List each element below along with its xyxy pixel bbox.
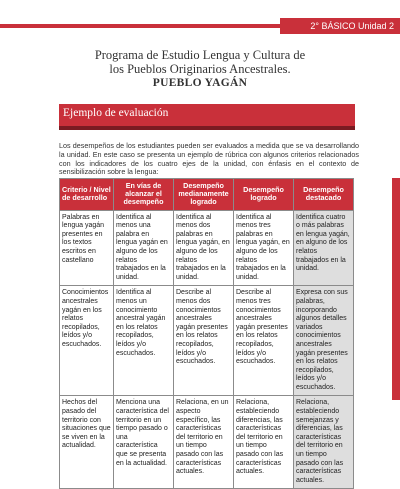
header-level-2: Desempeño medianamente logrado bbox=[174, 179, 234, 211]
level-cell: Identifica cuatro o más palabras en lengua yagán, en alguno de los relatos trabajados en la unidad. bbox=[294, 210, 354, 286]
document-title bbox=[60, 48, 340, 90]
rubric-table bbox=[59, 178, 354, 489]
header-level-4: Desempeño destacado bbox=[294, 179, 354, 211]
level-cell: Relaciona, en un aspecto específico, las características del territorio en un tiempo pasado con las características actuales. bbox=[174, 396, 234, 489]
level-cell: Identifica al menos un conocimiento ancestral yagán en los relatos recopilados, leídos y/o escuchados. bbox=[114, 286, 174, 396]
header-level-1: En vías de alcanzar el desempeño bbox=[114, 179, 174, 211]
level-cell: Relaciona, estableciendo semejanzas y diferencias, las características del territorio en un tiempo pasado con las características actuales. bbox=[294, 396, 354, 489]
header-level-3: Desempeño logrado bbox=[234, 179, 294, 211]
title-line-2: los Pueblos Originarios Ancestrales. bbox=[109, 62, 291, 76]
level-cell: Describe al menos tres conocimientos ancestrales yagán presentes en los relatos recopilados, leídos y/o escuchados. bbox=[234, 286, 294, 396]
rubric-header-row bbox=[60, 179, 354, 211]
criterion-cell: Conocimientos ancestrales yagán en los relatos recopilados, leídos y/o escuchados. bbox=[60, 286, 114, 396]
level-cell: Expresa con sus palabras, incorporando algunos detalles variados conocimientos ancestrales yagán presentes en los relatos recopilados, leídos y/o escuchados. bbox=[294, 286, 354, 396]
level-cell: Identifica al menos tres palabras en lengua yagán, en alguno de los relatos trabajados en la unidad. bbox=[234, 210, 294, 286]
criterion-cell: Hechos del pasado del territorio con situaciones que se viven en la actualidad. bbox=[60, 396, 114, 489]
criterion-cell: Palabras en lengua yagán presentes en los textos escritos en castellano bbox=[60, 210, 114, 286]
page-side-stripe bbox=[392, 178, 400, 400]
level-cell: Identifica al menos dos palabras en lengua yagán, en alguno de los relatos trabajados en la unidad. bbox=[174, 210, 234, 286]
level-cell: Menciona una característica del territorio en un tiempo pasado o una característica que se presenta en la actualidad. bbox=[114, 396, 174, 489]
grade-unit-badge: 2° BÁSICO Unidad 2 bbox=[280, 18, 400, 34]
header-criterion: Criterio / Nivel de desarrollo bbox=[60, 179, 114, 211]
table-row bbox=[60, 210, 354, 286]
level-cell: Describe al menos dos conocimientos ancestrales yagán presentes en los relatos recopilados, leídos y/o escuchados. bbox=[174, 286, 234, 396]
intro-paragraph: Los desempeños de los estudiantes pueden ser evaluados a medida que se va desarrollando la unidad. En este caso se presenta un ejemplo de rúbrica con algunos criterios relacionados con los indicadores de los cuatro ejes de la unidad, con énfasis en el contexto de sensibilización sobre la lengua: bbox=[59, 141, 359, 177]
level-cell: Relaciona, estableciendo diferencias, las características del territorio en un tiempo pasado con las características actuales. bbox=[234, 396, 294, 489]
level-cell: Identifica al menos una palabra en lengua yagán en alguno de los relatos trabajados en la unidad. bbox=[114, 210, 174, 286]
section-title: Ejemplo de evaluación bbox=[63, 107, 169, 119]
section-band bbox=[59, 104, 355, 130]
title-line-3: PUEBLO YAGÁN bbox=[152, 77, 248, 89]
table-row bbox=[60, 286, 354, 396]
title-line-1: Programa de Estudio Lengua y Cultura de bbox=[94, 48, 306, 62]
table-row bbox=[60, 396, 354, 489]
